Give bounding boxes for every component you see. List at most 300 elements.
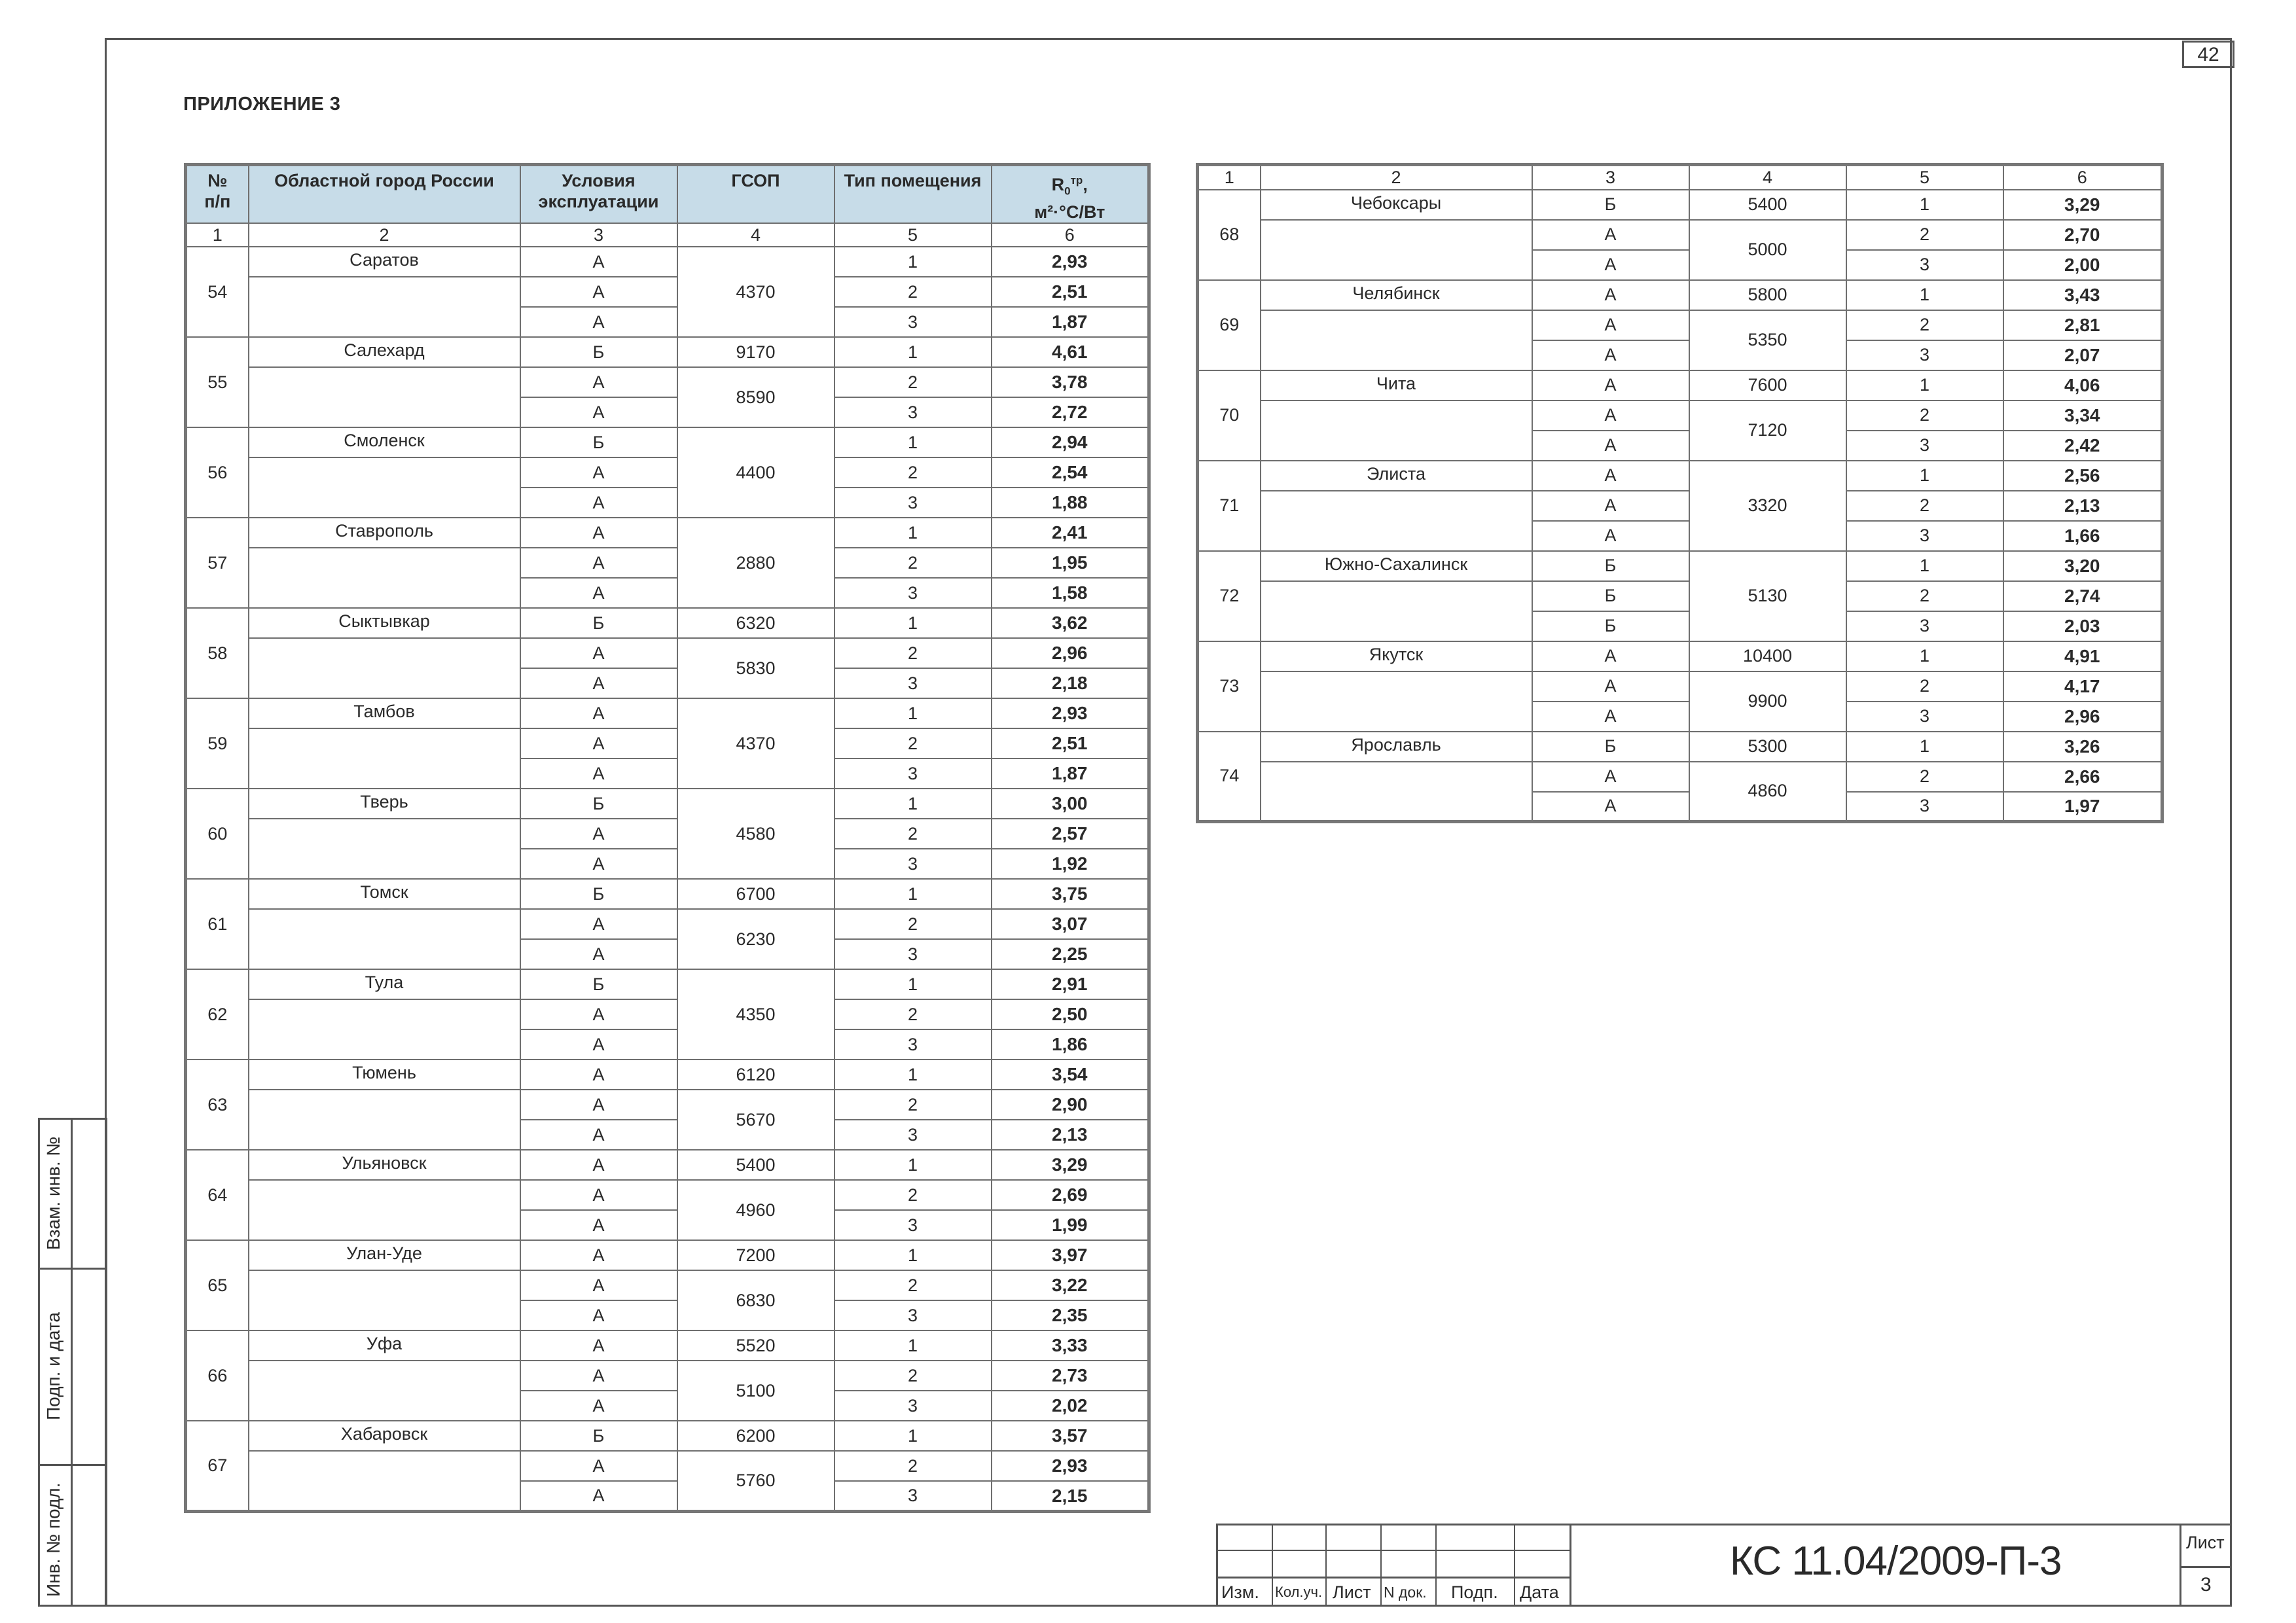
resistance-value: 1,87	[992, 307, 1149, 337]
room-type: 1	[1846, 732, 2003, 762]
gsop-value: 9900	[1689, 671, 1846, 732]
table-row	[186, 1060, 1149, 1090]
operating-condition: Б	[520, 608, 677, 638]
room-type: 3	[834, 488, 992, 518]
table-row	[186, 1270, 1149, 1300]
resistance-value: 2,93	[992, 247, 1149, 277]
header-number: № п/п	[186, 165, 249, 224]
room-type: 2	[1846, 220, 2003, 250]
room-type: 1	[834, 1240, 992, 1270]
table-row	[186, 698, 1149, 728]
gsop-value: 4960	[677, 1180, 834, 1240]
resistance-value: 1,66	[2003, 521, 2162, 551]
column-index-cell: 4	[677, 223, 834, 247]
header-conditions: Условия эксплуатации	[520, 165, 677, 224]
column-index-cell: 5	[834, 223, 992, 247]
header-resistance: $R_0^{тр}$, м²·°С/Вт	[992, 165, 1149, 224]
table-row	[186, 1421, 1149, 1451]
room-type: 2	[834, 1180, 992, 1210]
gsop-value: 9170	[677, 337, 834, 367]
resistance-value: 4,06	[2003, 370, 2162, 401]
city-name: Элиста	[1261, 461, 1532, 491]
row-number: 63	[186, 1060, 249, 1150]
operating-condition: А	[520, 668, 677, 698]
table-row	[1198, 220, 2162, 250]
operating-condition: А	[520, 698, 677, 728]
column-index-cell: 1	[186, 223, 249, 247]
table-row	[186, 879, 1149, 909]
city-name-cont	[1261, 310, 1532, 370]
operating-condition: А	[520, 1300, 677, 1330]
table-row	[1198, 401, 2162, 431]
room-type: 2	[1846, 310, 2003, 340]
resistance-value: 2,96	[2003, 702, 2162, 732]
table-row	[186, 1330, 1149, 1361]
gsop-value: 6830	[677, 1270, 834, 1330]
city-name-cont	[249, 909, 520, 969]
resistance-value: 3,29	[992, 1150, 1149, 1180]
room-type: 2	[834, 277, 992, 307]
side-stamp-vzam: Взам. инв. №	[43, 1136, 63, 1250]
row-number: 62	[186, 969, 249, 1060]
resistance-value: 1,97	[2003, 792, 2162, 822]
city-name-cont	[1261, 491, 1532, 551]
city-name-cont	[1261, 220, 1532, 280]
operating-condition: А	[1532, 762, 1689, 792]
city-name-cont	[249, 819, 520, 879]
header-gsop: ГСОП	[677, 165, 834, 224]
operating-condition: А	[1532, 521, 1689, 551]
resistance-value: 3,78	[992, 367, 1149, 397]
room-type: 2	[834, 819, 992, 849]
operating-condition: А	[520, 1481, 677, 1511]
row-number: 59	[186, 698, 249, 789]
gsop-value: 6320	[677, 608, 834, 638]
row-number: 70	[1198, 370, 1261, 461]
room-type: 1	[834, 1330, 992, 1361]
sheet-label: Лист	[2186, 1533, 2225, 1552]
title-block-line	[1216, 1550, 1570, 1551]
city-name: Тюмень	[249, 1060, 520, 1090]
resistance-value: 2,57	[992, 819, 1149, 849]
title-block-line	[1435, 1524, 1437, 1607]
resistance-value: 2,15	[992, 1481, 1149, 1511]
label-izm: Изм.	[1221, 1582, 1259, 1602]
resistance-value: 2,41	[992, 518, 1149, 548]
resistance-value: 2,81	[2003, 310, 2162, 340]
table-row	[186, 427, 1149, 457]
operating-condition: А	[1532, 250, 1689, 280]
city-name-cont	[249, 728, 520, 789]
gsop-value: 4370	[677, 698, 834, 789]
resistance-value: 2,66	[2003, 762, 2162, 792]
city-name: Улан-Уде	[249, 1240, 520, 1270]
operating-condition: А	[520, 1090, 677, 1120]
gsop-value: 7120	[1689, 401, 1846, 461]
resistance-value: 1,87	[992, 758, 1149, 789]
operating-condition: А	[520, 1180, 677, 1210]
label-kol-uch: Кол.уч.	[1275, 1584, 1323, 1600]
room-type: 1	[834, 1150, 992, 1180]
room-type: 2	[834, 367, 992, 397]
title-block-line	[2179, 1566, 2232, 1568]
room-type: 2	[834, 548, 992, 578]
table-row	[186, 608, 1149, 638]
table-row	[1198, 370, 2162, 401]
title-block-line	[1380, 1524, 1382, 1607]
room-type: 3	[834, 1391, 992, 1421]
title-block-line	[1325, 1524, 1327, 1607]
resistance-value: 2,35	[992, 1300, 1149, 1330]
resistance-value: 2,18	[992, 668, 1149, 698]
operating-condition: А	[520, 277, 677, 307]
city-name-cont	[249, 457, 520, 518]
room-type: 3	[834, 578, 992, 608]
table-row	[186, 1180, 1149, 1210]
resistance-value: 3,62	[992, 608, 1149, 638]
gsop-value: 5670	[677, 1090, 834, 1150]
operating-condition: А	[520, 849, 677, 879]
table-row	[186, 1150, 1149, 1180]
row-number: 60	[186, 789, 249, 879]
gsop-value: 5100	[677, 1361, 834, 1421]
city-name-cont	[249, 277, 520, 337]
room-type: 2	[834, 457, 992, 488]
table-row	[1198, 671, 2162, 702]
room-type: 3	[1846, 250, 2003, 280]
city-name-cont	[249, 1361, 520, 1421]
city-name-cont	[1261, 401, 1532, 461]
resistance-value: 4,91	[2003, 641, 2162, 671]
resistance-value: 2,90	[992, 1090, 1149, 1120]
operating-condition: А	[520, 247, 677, 277]
left-data-table	[184, 163, 1151, 1513]
operating-condition: А	[1532, 220, 1689, 250]
operating-condition: А	[520, 1029, 677, 1060]
operating-condition: Б	[1532, 551, 1689, 581]
room-type: 3	[1846, 702, 2003, 732]
city-name: Хабаровск	[249, 1421, 520, 1451]
city-name-cont	[249, 1180, 520, 1240]
operating-condition: А	[520, 457, 677, 488]
side-stamp-inv: Инв. № подл.	[43, 1482, 63, 1597]
operating-condition: А	[1532, 702, 1689, 732]
city-name-cont	[249, 999, 520, 1060]
city-name: Уфа	[249, 1330, 520, 1361]
city-name: Тамбов	[249, 698, 520, 728]
room-type: 2	[834, 1090, 992, 1120]
resistance-value: 3,57	[992, 1421, 1149, 1451]
table-row	[186, 337, 1149, 367]
side-stamp-divider	[38, 1464, 107, 1466]
label-n-dok: N док.	[1384, 1584, 1427, 1601]
operating-condition: А	[520, 518, 677, 548]
resistance-value: 3,34	[2003, 401, 2162, 431]
resistance-value: 3,33	[992, 1330, 1149, 1361]
room-type: 1	[834, 518, 992, 548]
room-type: 2	[834, 638, 992, 668]
resistance-value: 2,72	[992, 397, 1149, 427]
table-row	[186, 789, 1149, 819]
gsop-value: 6700	[677, 879, 834, 909]
city-name: Тверь	[249, 789, 520, 819]
operating-condition: А	[520, 638, 677, 668]
table-row	[186, 367, 1149, 397]
operating-condition: А	[520, 999, 677, 1029]
operating-condition: Б	[1532, 611, 1689, 641]
column-index-row	[186, 223, 1149, 247]
room-type: 1	[834, 1060, 992, 1090]
gsop-value: 5350	[1689, 310, 1846, 370]
resistance-value: 2,96	[992, 638, 1149, 668]
room-type: 2	[834, 728, 992, 758]
room-type: 1	[1846, 190, 2003, 220]
operating-condition: А	[520, 1240, 677, 1270]
operating-condition: А	[520, 1060, 677, 1090]
room-type: 1	[1846, 461, 2003, 491]
city-name-cont	[249, 1090, 520, 1150]
column-index-cell: 1	[1198, 165, 1261, 190]
gsop-value: 3320	[1689, 461, 1846, 551]
label-podp: Подп.	[1451, 1582, 1498, 1602]
row-number: 69	[1198, 280, 1261, 370]
table-row	[186, 819, 1149, 849]
city-name-cont	[1261, 581, 1532, 641]
operating-condition: А	[520, 1451, 677, 1481]
row-number: 73	[1198, 641, 1261, 732]
document-code: КС 11.04/2009-П-3	[1730, 1539, 2062, 1584]
room-type: 2	[1846, 762, 2003, 792]
table-row	[186, 247, 1149, 277]
room-type: 3	[834, 1300, 992, 1330]
operating-condition: А	[1532, 431, 1689, 461]
gsop-value: 5830	[677, 638, 834, 698]
city-name: Смоленск	[249, 427, 520, 457]
resistance-value: 2,69	[992, 1180, 1149, 1210]
city-name: Ульяновск	[249, 1150, 520, 1180]
side-stamp-podp: Подп. и дата	[43, 1312, 63, 1420]
operating-condition: А	[520, 488, 677, 518]
room-type: 2	[834, 1451, 992, 1481]
gsop-value: 5300	[1689, 732, 1846, 762]
gsop-value: 5130	[1689, 551, 1846, 641]
operating-condition: А	[520, 728, 677, 758]
resistance-value: 1,95	[992, 548, 1149, 578]
operating-condition: А	[520, 367, 677, 397]
room-type: 1	[834, 789, 992, 819]
gsop-value: 4370	[677, 247, 834, 337]
sheet-number: 3	[2200, 1574, 2212, 1596]
operating-condition: Б	[1532, 581, 1689, 611]
gsop-value: 10400	[1689, 641, 1846, 671]
operating-condition: А	[1532, 461, 1689, 491]
resistance-value: 4,17	[2003, 671, 2162, 702]
table-row	[186, 728, 1149, 758]
resistance-value: 1,88	[992, 488, 1149, 518]
city-name: Южно-Сахалинск	[1261, 551, 1532, 581]
column-index-cell: 4	[1689, 165, 1846, 190]
resistance-value: 2,54	[992, 457, 1149, 488]
city-name: Якутск	[1261, 641, 1532, 671]
resistance-value: 3,29	[2003, 190, 2162, 220]
operating-condition: А	[520, 909, 677, 939]
resistance-value: 3,54	[992, 1060, 1149, 1090]
operating-condition: А	[520, 307, 677, 337]
room-type: 1	[1846, 551, 2003, 581]
room-type: 3	[834, 849, 992, 879]
resistance-value: 1,86	[992, 1029, 1149, 1060]
resistance-value: 2,51	[992, 277, 1149, 307]
gsop-value: 6230	[677, 909, 834, 969]
operating-condition: Б	[520, 969, 677, 999]
column-index-cell: 3	[1532, 165, 1689, 190]
room-type: 2	[1846, 671, 2003, 702]
right-data-table	[1196, 163, 2164, 823]
gsop-value: 5800	[1689, 280, 1846, 310]
resistance-value: 2,91	[992, 969, 1149, 999]
operating-condition: Б	[520, 879, 677, 909]
row-number: 58	[186, 608, 249, 698]
gsop-value: 4580	[677, 789, 834, 879]
operating-condition: А	[520, 1330, 677, 1361]
table-row	[186, 999, 1149, 1029]
room-type: 3	[834, 668, 992, 698]
table-row	[186, 518, 1149, 548]
city-name: Чебоксары	[1261, 190, 1532, 220]
row-number: 55	[186, 337, 249, 427]
resistance-value: 2,70	[2003, 220, 2162, 250]
operating-condition: Б	[520, 789, 677, 819]
city-name: Чита	[1261, 370, 1532, 401]
gsop-value: 6120	[677, 1060, 834, 1090]
table-row	[1198, 641, 2162, 671]
row-number: 72	[1198, 551, 1261, 641]
room-type: 1	[834, 427, 992, 457]
table-row	[1198, 190, 2162, 220]
table-row	[1198, 461, 2162, 491]
operating-condition: А	[1532, 491, 1689, 521]
resistance-value: 3,22	[992, 1270, 1149, 1300]
gsop-value: 8590	[677, 367, 834, 427]
room-type: 1	[834, 1421, 992, 1451]
room-type: 1	[834, 337, 992, 367]
room-type: 2	[1846, 491, 2003, 521]
city-name: Томск	[249, 879, 520, 909]
table-row	[1198, 310, 2162, 340]
operating-condition: Б	[520, 427, 677, 457]
resistance-value: 3,07	[992, 909, 1149, 939]
column-index-cell: 5	[1846, 165, 2003, 190]
room-type: 2	[1846, 401, 2003, 431]
gsop-value: 5400	[677, 1150, 834, 1180]
table-row	[1198, 551, 2162, 581]
city-name: Челябинск	[1261, 280, 1532, 310]
room-type: 1	[834, 247, 992, 277]
city-name: Сыктывкар	[249, 608, 520, 638]
gsop-value: 4400	[677, 427, 834, 518]
room-type: 1	[834, 608, 992, 638]
resistance-value: 1,58	[992, 578, 1149, 608]
resistance-value: 2,13	[2003, 491, 2162, 521]
operating-condition: А	[520, 1210, 677, 1240]
title-block-line	[1570, 1524, 1571, 1607]
resistance-value: 2,50	[992, 999, 1149, 1029]
side-stamp-divider	[38, 1268, 107, 1270]
table-row	[1198, 280, 2162, 310]
resistance-value: 2,02	[992, 1391, 1149, 1421]
operating-condition: А	[1532, 641, 1689, 671]
resistance-value: 2,93	[992, 698, 1149, 728]
row-number: 74	[1198, 732, 1261, 822]
room-type: 1	[1846, 641, 2003, 671]
resistance-value: 2,56	[2003, 461, 2162, 491]
operating-condition: А	[520, 1270, 677, 1300]
room-type: 3	[1846, 431, 2003, 461]
column-index-cell: 6	[2003, 165, 2162, 190]
resistance-value: 1,99	[992, 1210, 1149, 1240]
operating-condition: А	[520, 758, 677, 789]
resistance-value: 2,73	[992, 1361, 1149, 1391]
room-type: 2	[1846, 581, 2003, 611]
resistance-value: 3,20	[2003, 551, 2162, 581]
row-number: 56	[186, 427, 249, 518]
operating-condition: Б	[1532, 190, 1689, 220]
city-name-cont	[249, 1451, 520, 1511]
operating-condition: А	[520, 1361, 677, 1391]
operating-condition: А	[1532, 340, 1689, 370]
operating-condition: А	[1532, 280, 1689, 310]
title-block-line	[1514, 1524, 1515, 1607]
room-type: 1	[834, 698, 992, 728]
city-name-cont	[249, 548, 520, 608]
title-block-line	[2179, 1524, 2181, 1607]
table-row	[186, 1240, 1149, 1270]
room-type: 3	[834, 1029, 992, 1060]
resistance-value: 2,42	[2003, 431, 2162, 461]
resistance-value: 2,51	[992, 728, 1149, 758]
gsop-value: 5760	[677, 1451, 834, 1511]
gsop-value: 2880	[677, 518, 834, 608]
gsop-value: 6200	[677, 1421, 834, 1451]
gsop-value: 4350	[677, 969, 834, 1060]
table-row	[186, 1090, 1149, 1120]
room-type: 3	[834, 1481, 992, 1511]
header-room-type: Тип помещения	[834, 165, 992, 224]
city-name-cont	[249, 1270, 520, 1330]
row-number: 54	[186, 247, 249, 337]
table-row	[186, 638, 1149, 668]
row-number: 66	[186, 1330, 249, 1421]
column-index-cell: 6	[992, 223, 1149, 247]
table-row	[186, 1361, 1149, 1391]
operating-condition: А	[1532, 310, 1689, 340]
operating-condition: А	[1532, 671, 1689, 702]
page-number: 42	[2182, 41, 2234, 68]
appendix-title: ПРИЛОЖЕНИЕ 3	[183, 94, 341, 115]
city-name: Ставрополь	[249, 518, 520, 548]
room-type: 3	[834, 758, 992, 789]
room-type: 3	[834, 1120, 992, 1150]
operating-condition: А	[520, 1391, 677, 1421]
room-type: 3	[834, 939, 992, 969]
operating-condition: А	[1532, 370, 1689, 401]
operating-condition: Б	[1532, 732, 1689, 762]
operating-condition: Б	[520, 337, 677, 367]
gsop-value: 7600	[1689, 370, 1846, 401]
city-name-cont	[1261, 671, 1532, 732]
row-number: 71	[1198, 461, 1261, 551]
room-type: 2	[834, 1361, 992, 1391]
